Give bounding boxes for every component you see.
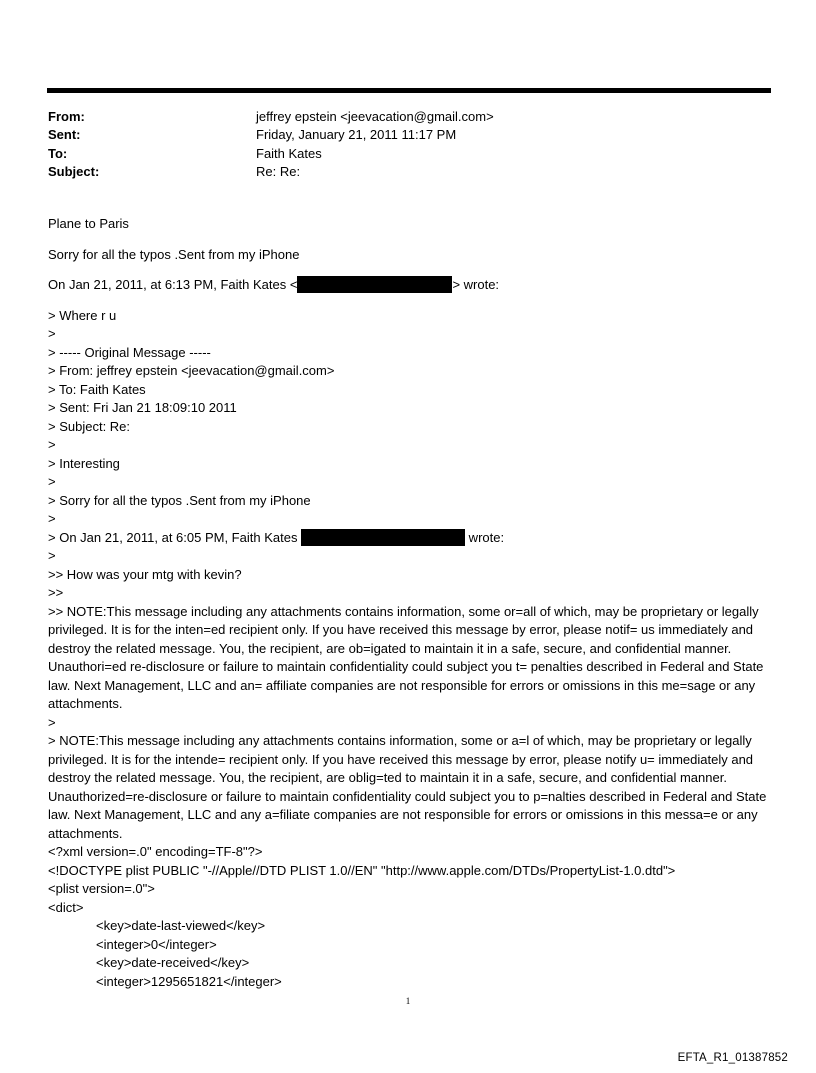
- to-label: To:: [48, 145, 68, 161]
- xml-line: <dict>: [48, 899, 84, 915]
- xml-line: <key>date-last-viewed</key>: [96, 918, 266, 933]
- quoted-line: > Sorry for all the typos .Sent from my iPhone: [48, 492, 311, 508]
- quoted-attribution: [48, 529, 778, 548]
- quoted-line: >: [48, 511, 56, 526]
- attribution-wrote: > wrote:: [452, 277, 500, 292]
- redaction-box: [301, 529, 465, 546]
- to-value: Faith Kates: [256, 145, 322, 161]
- attribution-text: > On Jan 21, 2011, at 6:05 PM, Faith Kates: [48, 529, 302, 545]
- quoted-line: > Sent: Fri Jan 21 18:09:10 2011: [48, 400, 237, 415]
- subject-row: [48, 163, 494, 181]
- header-rule: [47, 88, 771, 93]
- sent-value: Friday, January 21, 2011 11:17 PM: [256, 127, 457, 143]
- subject-value: Re: Re:: [256, 163, 301, 179]
- xml-line: <key>date-received</key>: [96, 955, 250, 970]
- confidentiality-notice: > NOTE:This message including any attachments contains information, some or a=l of which, may be proprietary or legally privileged. It is for the intende= recipient only. If you have received this message by error, please notify u= immediately and destroy the related message. You, the recipient, are oblig=ted to maintain it in a safe, secure, and confidential manner. Unauthorized=re-disclosure or failure to maintain confidentiality could subject you to p=nalties described in Federal and State law. Next Management, LLC and any a=filiate companies are not responsible for errors or omissions in this messa=e or any attachments.: [48, 733, 767, 841]
- from-row: [48, 108, 494, 126]
- quoted-line: > To: Faith Kates: [48, 381, 146, 397]
- quoted-line: > Where r u: [48, 307, 117, 323]
- from-label: From:: [48, 109, 85, 124]
- xml-line: <?xml version=.0" encoding=TF-8"?>: [48, 844, 263, 859]
- quoted-line: >>: [48, 585, 64, 600]
- quoted-line: > Interesting: [48, 455, 120, 471]
- xml-line: <integer>1295651821</integer>: [96, 973, 282, 989]
- sent-row: [48, 126, 494, 144]
- sent-label: Sent:: [48, 127, 81, 143]
- quoted-line: >: [48, 548, 56, 563]
- body-line: Sorry for all the typos .Sent from my iPhone: [48, 246, 300, 262]
- quoted-line: >: [48, 326, 56, 341]
- quoted-line: > From: jeffrey epstein <jeevacation@gmail.com>: [48, 363, 335, 378]
- xml-line: <integer>0</integer>: [96, 936, 217, 952]
- quoted-line: >: [48, 714, 56, 730]
- redaction-box: [297, 276, 452, 293]
- email-body: [48, 215, 778, 991]
- xml-line: <!DOCTYPE plist PUBLIC "-//Apple//DTD PLIST 1.0//EN" "http://www.apple.com/DTDs/PropertyList-1.0.dtd">: [48, 862, 676, 878]
- reply-attribution: [48, 276, 778, 295]
- quoted-line: >: [48, 437, 56, 452]
- quoted-line: >> How was your mtg with kevin?: [48, 566, 242, 582]
- quoted-line: > Subject: Re:: [48, 418, 131, 434]
- quoted-line: > ----- Original Message -----: [48, 344, 211, 360]
- quoted-line: >: [48, 474, 56, 489]
- confidentiality-notice: >> NOTE:This message including any attachments contains information, some or=all of which, may be proprietary or legally privileged. It is for the inten=ed recipient only. If you have received this message by error, please notif= us immediately and destroy the related message. You, the recipient, are ob=igated to maintain it in a safe, secure, and confidential manner. Unauthori=ed re-disclosure or failure to maintain confidentiality could subject you t= penalties described in Federal and State law. Next Management, LLC and an= affiliate companies are not responsible for errors or omissions in this me=sage or any attachments.: [48, 603, 764, 711]
- attribution-text: On Jan 21, 2011, at 6:13 PM, Faith Kates <: [48, 277, 298, 292]
- to-row: [48, 145, 494, 163]
- subject-label: Subject:: [48, 163, 100, 179]
- xml-line: <plist version=.0">: [48, 881, 155, 896]
- body-line: Plane to Paris: [48, 216, 129, 231]
- from-value: jeffrey epstein <jeevacation@gmail.com>: [256, 109, 494, 124]
- attribution-wrote: wrote:: [465, 529, 505, 545]
- bates-number: EFTA_R1_01387852: [677, 1052, 788, 1064]
- email-header: [48, 108, 494, 181]
- page-number: 1: [405, 996, 411, 1006]
